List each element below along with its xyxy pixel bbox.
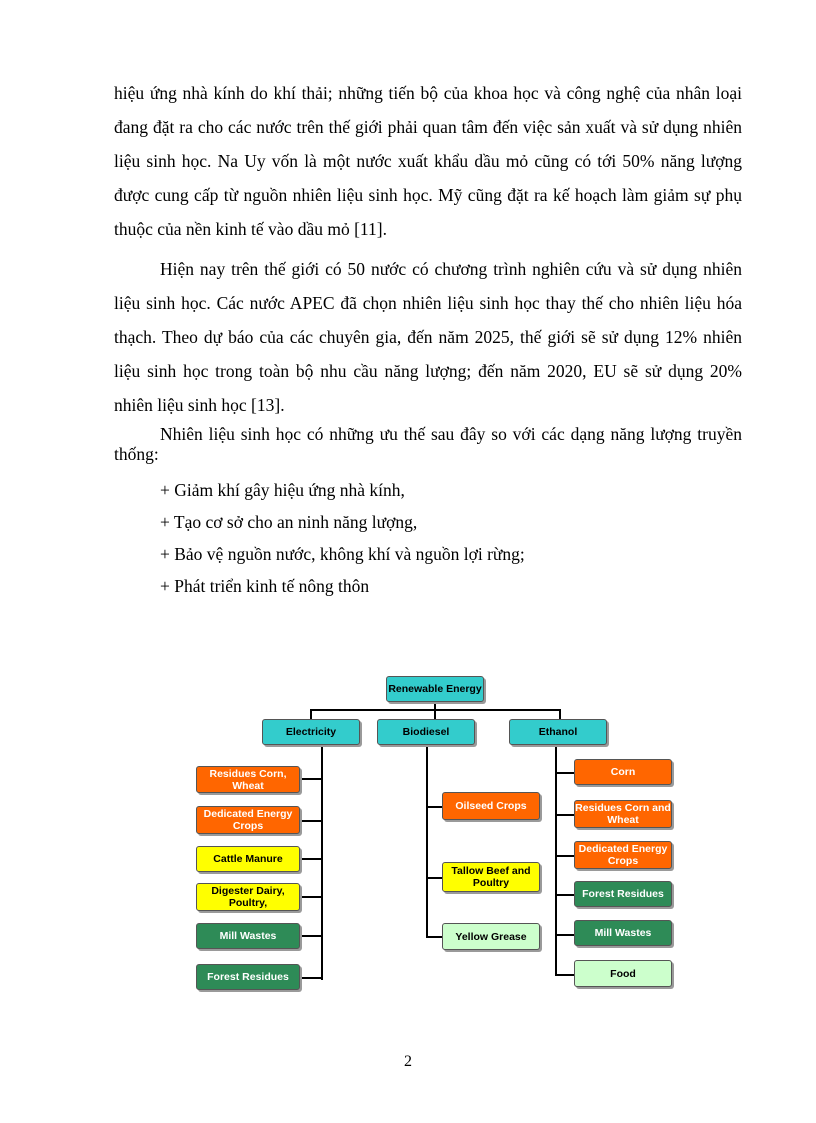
biodiesel-leaf: Yellow Grease (442, 923, 540, 950)
ethanol-leaf: Residues Corn and Wheat (575, 802, 671, 826)
paragraph-2: Hiện nay trên thế giới có 50 nước có chương trình nghiên cứu và sử dụng nhiên liệu sinh học. Các nước APEC đã chọn nhiên liệu sinh học thay thế cho nhiên liệu hóa thạch. Theo dự báo của các chuyên gia, đến năm 2025, thế giới sẽ sử dụng 12% nhiên liệu sinh học trong toàn bộ nhu cầu năng lượng; đến năm 2020, EU sẽ sử dụng 20% nhiên liệu sinh học [13]. (114, 259, 742, 415)
paragraph-1: hiệu ứng nhà kính do khí thải; những tiến bộ của khoa học và công nghệ của nhân loại đang đặt ra cho các nước trên thế giới phải quan tâm đến việc sản xuất và sử dụng nhiên liệu sinh học. Na Uy vốn là một nước xuất khẩu dầu mỏ cũng có tới 50% năng lượng được cung cấp từ nguồn nhiên liệu sinh học. Mỹ cũng đặt ra kế hoạch làm giảm sự phụ thuộc của nền kinh tế vào dầu mỏ [11]. (114, 83, 742, 239)
ethanol-leaf: Corn (574, 759, 672, 785)
connector-line (426, 744, 428, 938)
connector-line (555, 974, 575, 976)
page-number: 2 (404, 1053, 412, 1070)
connector-line (300, 858, 322, 860)
connector-line (300, 935, 322, 937)
connector-line (310, 709, 312, 719)
biodiesel-leaf: Tallow Beef and Poultry (442, 862, 540, 892)
electricity-leaf: Dedicated Energy Crops (196, 806, 300, 834)
list-item: + Giảm khí gây hiệu ứng nhà kính, (160, 480, 405, 500)
connector-line (555, 744, 557, 976)
root-node: Renewable Energy (386, 676, 484, 702)
connector-line (300, 820, 322, 822)
connector-line (426, 877, 442, 879)
connector-line (426, 936, 442, 938)
connector-line (300, 977, 322, 979)
connector-line (555, 894, 575, 896)
paragraph-3: Nhiên liệu sinh học có những ưu thế sau đây so với các dạng năng lượng truyền thống: (114, 424, 742, 464)
list-item: + Tạo cơ sở cho an ninh năng lượng, (160, 512, 418, 532)
biodiesel-leaf: Oilseed Crops (442, 792, 540, 820)
category-electricity: Electricity (262, 719, 360, 745)
connector-line (559, 709, 561, 719)
connector-line (555, 772, 575, 774)
connector-line (300, 778, 322, 780)
list-item: + Bảo vệ nguồn nước, không khí và nguồn lợi rừng; (160, 544, 525, 564)
connector-line (555, 814, 575, 816)
ethanol-leaf: Mill Wastes (574, 920, 672, 946)
electricity-leaf: Mill Wastes (196, 923, 300, 949)
electricity-leaf: Digester Dairy, Poultry, (196, 883, 300, 911)
connector-line (300, 896, 322, 898)
connector-line (434, 709, 436, 719)
list-item: + Phát triển kinh tế nông thôn (160, 576, 370, 596)
electricity-leaf: Cattle Manure (196, 846, 300, 872)
electricity-leaf: Residues Corn, Wheat (196, 766, 300, 793)
category-biodiesel: Biodiesel (377, 719, 475, 745)
electricity-leaf: Forest Residues (196, 964, 300, 990)
advantages-list (160, 474, 525, 602)
connector-line (555, 934, 575, 936)
ethanol-leaf: Food (574, 960, 672, 987)
renewable-energy-diagram (190, 672, 690, 1000)
category-ethanol: Ethanol (509, 719, 607, 745)
ethanol-leaf: Dedicated Energy Crops (574, 841, 672, 869)
connector-line (555, 855, 575, 857)
connector-line (426, 806, 442, 808)
ethanol-leaf: Forest Residues (574, 881, 672, 907)
